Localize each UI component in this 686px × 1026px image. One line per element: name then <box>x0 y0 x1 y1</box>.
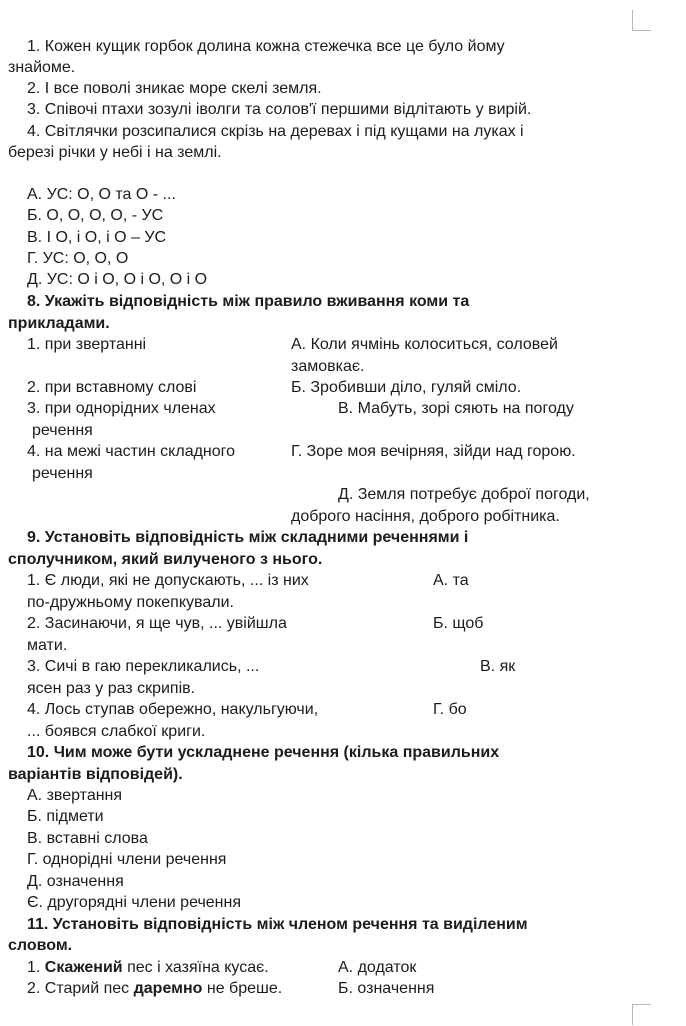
q9-right-v: В. як <box>480 658 516 675</box>
q8-right-b: Б. Зробивши діло, гуляй сміло. <box>291 379 522 396</box>
prev-sentence-4-cont: березі річки у небі і на землі. <box>8 144 222 161</box>
q10-option-v: В. вставні слова <box>27 830 148 847</box>
q8-right-a: А. Коли ячмінь колоситься, соловей <box>291 336 558 353</box>
prev-sentence-4: 4. Світлячки розсипалися скрізь на деревах і під кущами на луках і <box>27 123 524 140</box>
prev-sentence-1: 1. Кожен кущик горбок долина кожна стежечка все це було йому <box>27 38 505 55</box>
prev-option-b: Б. О, О, О, О, - УС <box>27 207 164 224</box>
q8-left-3-cont: речення <box>32 422 93 439</box>
prev-sentence-2: 2. І все поволі зникає море скелі земля. <box>27 80 322 97</box>
q10-option-b: Б. підмети <box>27 808 104 825</box>
q11-title-cont: словом. <box>8 937 73 954</box>
q8-left-4: 4. на межі частин складного <box>27 443 236 460</box>
q8-right-d: Д. Земля потребує доброї погоди, <box>338 486 590 503</box>
crop-mark-bottom-right <box>632 1004 651 1025</box>
q11-sentence-2 <box>27 979 282 999</box>
prev-option-h: Г. УС: О, О, О <box>27 250 129 267</box>
prev-option-d: Д. УС: О і О, О і О, О і О <box>27 271 208 288</box>
q9-left-3: 3. Сичі в гаю перекликались, ... <box>27 658 260 675</box>
crop-mark-top-right <box>632 10 651 31</box>
prev-sentence-1-cont: знайоме. <box>8 59 76 76</box>
q8-right-a-cont: замовкає. <box>291 358 365 375</box>
q9-left-2: 2. Засинаючи, я ще чув, ... увійшла <box>27 615 287 632</box>
prev-sentence-3: 3. Співочі птахи зозулі іволги та солов'ї першими відлітають у вирій. <box>27 101 532 118</box>
q11-sentence-2-highlight: даремно <box>133 980 203 997</box>
q9-left-1: 1. Є люди, які не допускають, ... із них <box>27 572 309 589</box>
q9-right-a: А. та <box>433 572 469 589</box>
q8-right-h: Г. Зоре моя вечірняя, зійди над горою. <box>291 443 576 460</box>
prev-option-v: В. І О, і О, і О – УС <box>27 229 167 246</box>
q10-option-h: Г. однорідні члени речення <box>27 851 227 868</box>
q8-left-4-cont: речення <box>32 465 93 482</box>
q8-left-1: 1. при звертанні <box>27 336 147 353</box>
q8-title-cont: прикладами. <box>8 315 110 332</box>
q9-right-h: Г. бо <box>433 701 467 718</box>
q11-option-b: Б. означення <box>338 980 435 997</box>
q11-sentence-2-pre: 2. Старий пес <box>27 980 134 997</box>
q11-sentence-1-pre: 1. <box>27 959 45 976</box>
q11-sentence-1 <box>27 958 269 978</box>
q11-option-a: А. додаток <box>338 959 417 976</box>
q11-sentence-1-highlight: Скажений <box>44 959 123 976</box>
q11-title: 11. Установіть відповідність між членом речення та виділеним <box>27 916 528 933</box>
q10-title: 10. Чим може бути ускладнене речення (кілька правильних <box>27 744 500 761</box>
q8-right-d-cont: доброго насіння, доброго робітника. <box>291 508 560 525</box>
q8-left-2: 2. при вставному слові <box>27 379 197 396</box>
q8-right-v: В. Мабуть, зорі сяють на погоду <box>338 400 574 417</box>
q11-sentence-1-post: пес і хазяїна кусає. <box>122 959 269 976</box>
q9-left-4-cont: ... боявся слабкої криги. <box>27 723 206 740</box>
q9-right-b: Б. щоб <box>433 615 484 632</box>
q9-left-3-cont: ясен раз у раз скрипів. <box>27 680 196 697</box>
q10-option-ye: Є. другорядні члени речення <box>27 894 242 911</box>
q9-left-2-cont: мати. <box>27 637 68 654</box>
q10-option-d: Д. означення <box>27 873 124 890</box>
q9-left-1-cont: по-дружньому покепкували. <box>27 594 234 611</box>
q10-title-cont: варіантів відповідей). <box>8 766 183 783</box>
q11-sentence-2-post: не бреше. <box>202 980 283 997</box>
q8-left-3: 3. при однорідних членах <box>27 400 216 417</box>
q9-title: 9. Установіть відповідність між складними реченнями і <box>27 529 469 546</box>
q10-option-a: А. звертання <box>27 787 123 804</box>
q8-title: 8. Укажіть відповідність між правило вживання коми та <box>27 293 470 310</box>
prev-option-a: А. УС: О, О та О - ... <box>27 186 176 203</box>
q9-title-cont: сполучником, який вилученого з нього. <box>8 551 323 568</box>
q9-left-4: 4. Лось ступав обережно, накульгуючи, <box>27 701 319 718</box>
